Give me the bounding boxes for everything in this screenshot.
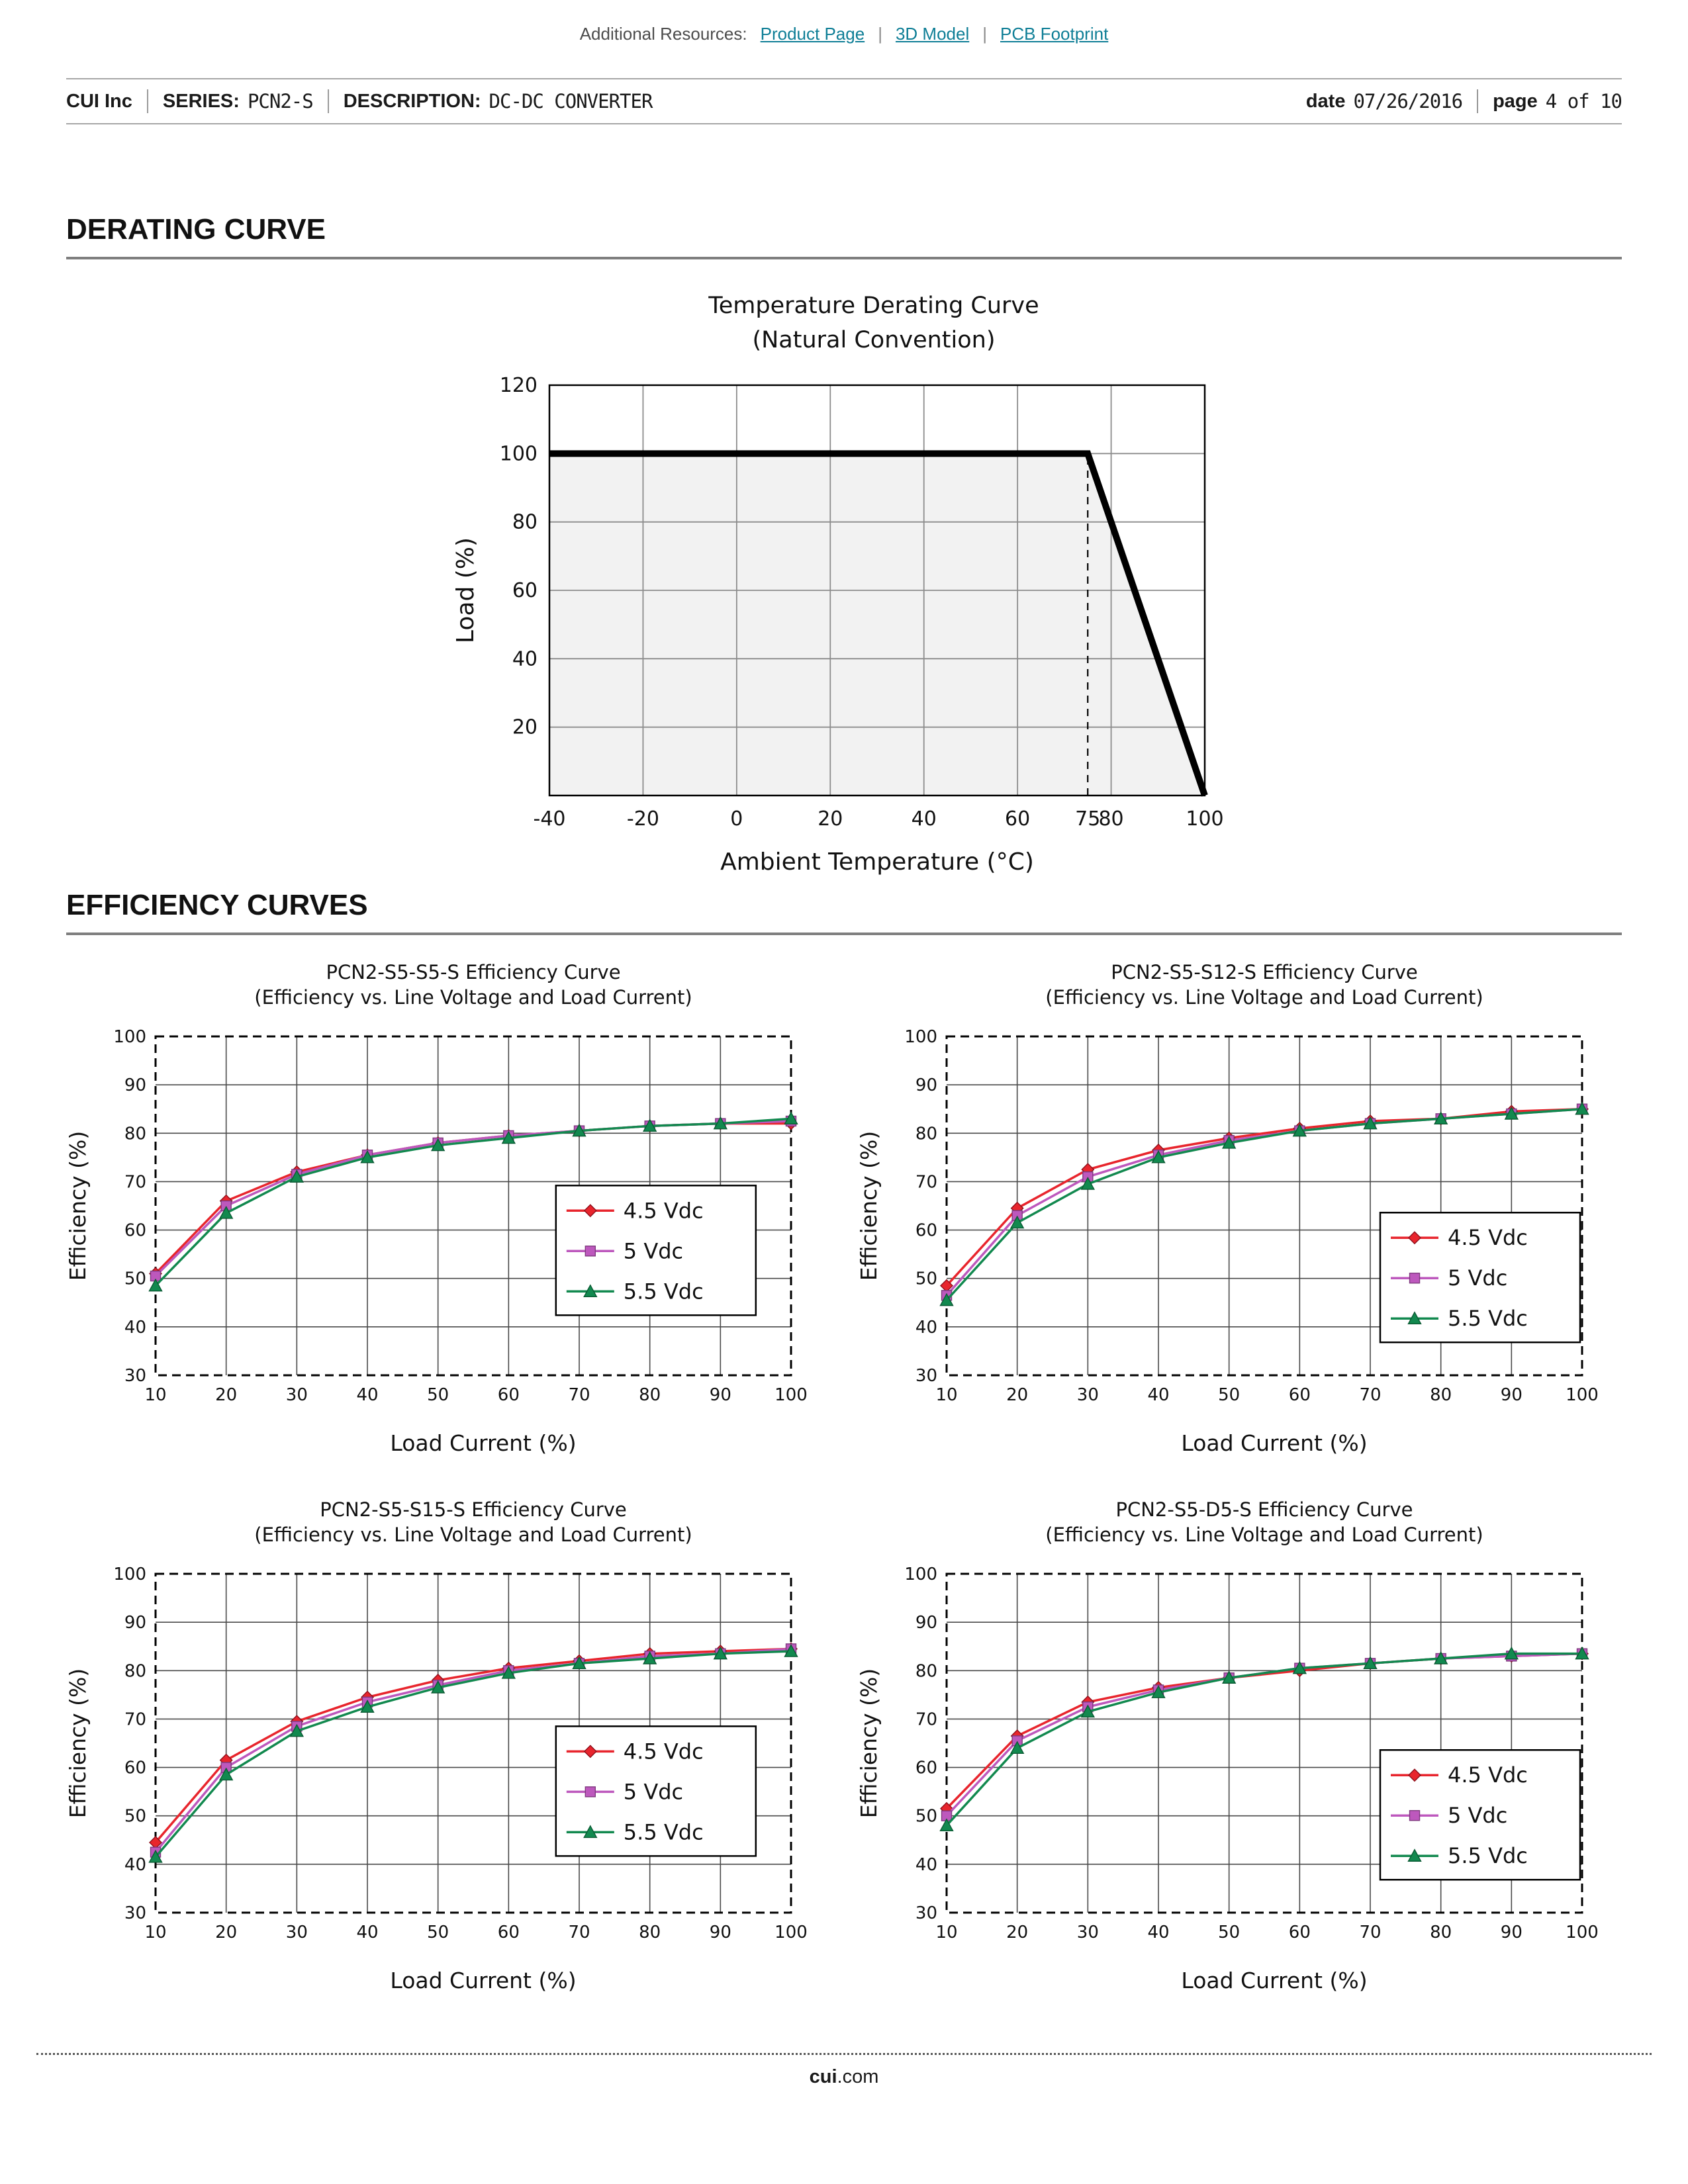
svg-text:20: 20 xyxy=(818,807,843,831)
y-axis-label: Efficiency (%) xyxy=(65,1130,91,1281)
svg-text:40: 40 xyxy=(512,647,538,671)
svg-text:90: 90 xyxy=(124,1613,146,1633)
footer-site-name: cui xyxy=(809,2066,837,2087)
footer-divider xyxy=(36,2053,1652,2055)
svg-text:5.5 Vdc: 5.5 Vdc xyxy=(623,1819,704,1845)
svg-text:70: 70 xyxy=(1359,1385,1382,1405)
legend xyxy=(556,1185,756,1315)
pcb-footprint-link[interactable]: PCB Footprint xyxy=(1000,24,1109,44)
svg-text:80: 80 xyxy=(639,1385,661,1405)
chart-subtitle: (Efficiency vs. Line Voltage and Load Current) xyxy=(254,1524,692,1546)
3d-model-link[interactable]: 3D Model xyxy=(895,24,970,44)
series-value: PCN2-S xyxy=(247,90,313,113)
svg-text:20: 20 xyxy=(1006,1923,1029,1942)
svg-text:70: 70 xyxy=(1359,1923,1382,1942)
svg-text:70: 70 xyxy=(915,1709,937,1730)
header-divider xyxy=(147,89,148,113)
legend xyxy=(1380,1750,1580,1880)
svg-text:40: 40 xyxy=(356,1923,379,1942)
efficiency-chart xyxy=(854,1565,1609,1945)
svg-text:100: 100 xyxy=(904,1565,937,1584)
document-header-bar xyxy=(66,78,1622,124)
header-divider xyxy=(328,89,329,113)
product-page-link[interactable]: Product Page xyxy=(760,24,865,44)
svg-text:50: 50 xyxy=(427,1385,449,1405)
company-name: CUI Inc xyxy=(66,90,132,112)
svg-text:4.5 Vdc: 4.5 Vdc xyxy=(623,1739,704,1764)
header-divider xyxy=(1477,89,1478,113)
link-separator: | xyxy=(878,24,882,44)
svg-text:80: 80 xyxy=(1430,1923,1452,1942)
svg-text:30: 30 xyxy=(915,1366,937,1386)
efficiency-chart-block-d5 xyxy=(854,1497,1635,1993)
svg-text:60: 60 xyxy=(1288,1385,1311,1405)
svg-text:40: 40 xyxy=(124,1854,146,1875)
svg-text:30: 30 xyxy=(124,1366,146,1386)
svg-text:80: 80 xyxy=(915,1661,937,1682)
svg-text:80: 80 xyxy=(915,1124,937,1144)
svg-text:70: 70 xyxy=(124,1172,146,1193)
date-value: 07/26/2016 xyxy=(1353,90,1463,113)
svg-text:100: 100 xyxy=(904,1027,937,1047)
svg-text:4.5 Vdc: 4.5 Vdc xyxy=(1448,1762,1528,1788)
svg-text:30: 30 xyxy=(285,1923,308,1942)
efficiency-section-heading: EFFICIENCY CURVES xyxy=(66,889,1622,935)
x-axis-label: Ambient Temperature (°C) xyxy=(720,848,1034,876)
legend xyxy=(556,1726,756,1856)
svg-text:40: 40 xyxy=(911,807,937,831)
svg-text:5.5 Vdc: 5.5 Vdc xyxy=(1448,1306,1528,1332)
svg-text:80: 80 xyxy=(639,1923,661,1942)
svg-text:40: 40 xyxy=(1147,1385,1170,1405)
page-value: 4 of 10 xyxy=(1545,90,1622,113)
derating-chart-title: Temperature Derating Curve xyxy=(708,293,1039,319)
efficiency-chart xyxy=(63,1027,818,1408)
svg-text:90: 90 xyxy=(915,1075,937,1096)
efficiency-chart xyxy=(63,1565,818,1945)
svg-text:90: 90 xyxy=(1500,1385,1523,1405)
svg-text:30: 30 xyxy=(915,1903,937,1923)
svg-text:5.5 Vdc: 5.5 Vdc xyxy=(623,1279,704,1304)
svg-text:5 Vdc: 5 Vdc xyxy=(623,1779,684,1805)
svg-text:60: 60 xyxy=(915,1758,937,1778)
svg-text:80: 80 xyxy=(124,1124,146,1144)
svg-text:40: 40 xyxy=(915,1854,937,1875)
svg-text:100: 100 xyxy=(1566,1923,1599,1942)
svg-text:100: 100 xyxy=(774,1385,808,1405)
svg-text:60: 60 xyxy=(124,1220,146,1241)
svg-text:5 Vdc: 5 Vdc xyxy=(1448,1265,1508,1291)
svg-text:80: 80 xyxy=(1430,1385,1452,1405)
description-label: DESCRIPTION: xyxy=(343,90,481,112)
chart-subtitle: (Efficiency vs. Line Voltage and Load Current) xyxy=(254,986,692,1009)
svg-text:40: 40 xyxy=(124,1317,146,1338)
x-axis-label: Load Current (%) xyxy=(390,1968,577,1993)
footer xyxy=(0,2066,1688,2088)
svg-text:50: 50 xyxy=(915,1269,937,1289)
svg-text:120: 120 xyxy=(499,374,538,397)
svg-text:60: 60 xyxy=(124,1758,146,1778)
svg-text:90: 90 xyxy=(124,1075,146,1096)
header-left-group xyxy=(66,89,652,113)
svg-text:90: 90 xyxy=(915,1613,937,1633)
x-axis-label: Load Current (%) xyxy=(390,1430,577,1456)
y-axis-label: Efficiency (%) xyxy=(856,1130,882,1281)
svg-text:90: 90 xyxy=(709,1923,731,1942)
svg-text:70: 70 xyxy=(124,1709,146,1730)
svg-text:30: 30 xyxy=(1076,1923,1099,1942)
footer-site-tld: .com xyxy=(837,2066,879,2087)
svg-text:60: 60 xyxy=(915,1220,937,1241)
page-label: page xyxy=(1493,90,1538,112)
svg-text:30: 30 xyxy=(285,1385,308,1405)
svg-text:90: 90 xyxy=(1500,1923,1523,1942)
svg-text:10: 10 xyxy=(935,1923,958,1942)
svg-text:100: 100 xyxy=(499,442,538,466)
svg-text:20: 20 xyxy=(215,1385,238,1405)
svg-text:20: 20 xyxy=(1006,1385,1029,1405)
legend xyxy=(1380,1212,1580,1342)
svg-text:70: 70 xyxy=(568,1923,590,1942)
chart-title: PCN2-S5-S12-S Efficiency Curve xyxy=(1111,961,1418,983)
svg-text:50: 50 xyxy=(1218,1385,1241,1405)
derating-chart-subtitle: (Natural Convention) xyxy=(752,327,996,353)
svg-text:90: 90 xyxy=(709,1385,731,1405)
svg-text:4.5 Vdc: 4.5 Vdc xyxy=(623,1198,704,1224)
chart-title: PCN2-S5-S15-S Efficiency Curve xyxy=(320,1498,627,1521)
svg-text:40: 40 xyxy=(915,1317,937,1338)
link-separator: | xyxy=(982,24,987,44)
svg-text:60: 60 xyxy=(512,579,538,602)
svg-text:100: 100 xyxy=(1566,1385,1599,1405)
date-label: date xyxy=(1305,90,1346,112)
svg-text:50: 50 xyxy=(1218,1923,1241,1942)
svg-text:5.5 Vdc: 5.5 Vdc xyxy=(1448,1843,1528,1869)
svg-text:75: 75 xyxy=(1075,807,1101,831)
svg-text:50: 50 xyxy=(124,1269,146,1289)
chart-subtitle: (Efficiency vs. Line Voltage and Load Current) xyxy=(1045,1524,1483,1546)
svg-text:60: 60 xyxy=(497,1923,520,1942)
svg-text:80: 80 xyxy=(512,510,538,534)
svg-text:60: 60 xyxy=(1005,807,1031,831)
svg-text:10: 10 xyxy=(935,1385,958,1405)
efficiency-chart-block-s15 xyxy=(63,1497,844,1993)
chart-title: PCN2-S5-D5-S Efficiency Curve xyxy=(1115,1498,1413,1521)
svg-text:100: 100 xyxy=(113,1027,146,1047)
chart-title: PCN2-S5-S5-S Efficiency Curve xyxy=(326,961,621,983)
svg-text:80: 80 xyxy=(1098,807,1124,831)
svg-text:10: 10 xyxy=(144,1923,167,1942)
svg-text:-20: -20 xyxy=(626,807,659,831)
svg-text:100: 100 xyxy=(774,1923,808,1942)
svg-text:100: 100 xyxy=(1186,807,1224,831)
svg-text:40: 40 xyxy=(356,1385,379,1405)
derating-chart xyxy=(410,359,1337,888)
svg-text:5 Vdc: 5 Vdc xyxy=(1448,1803,1508,1829)
resources-bar xyxy=(0,24,1688,44)
y-axis-label: Efficiency (%) xyxy=(856,1668,882,1819)
svg-text:100: 100 xyxy=(113,1565,146,1584)
svg-text:20: 20 xyxy=(215,1923,238,1942)
x-axis-label: Load Current (%) xyxy=(1181,1968,1368,1993)
y-axis-label: Efficiency (%) xyxy=(65,1668,91,1819)
svg-text:50: 50 xyxy=(427,1923,449,1942)
svg-text:80: 80 xyxy=(124,1661,146,1682)
svg-text:30: 30 xyxy=(124,1903,146,1923)
y-axis-label: Load (%) xyxy=(452,537,479,644)
svg-text:20: 20 xyxy=(512,715,538,739)
derating-section-heading: DERATING CURVE xyxy=(66,213,1622,259)
svg-text:60: 60 xyxy=(497,1385,520,1405)
svg-text:50: 50 xyxy=(915,1806,937,1827)
svg-text:70: 70 xyxy=(915,1172,937,1193)
efficiency-chart xyxy=(854,1027,1609,1408)
svg-text:-40: -40 xyxy=(533,807,566,831)
svg-text:0: 0 xyxy=(730,807,743,831)
svg-text:5 Vdc: 5 Vdc xyxy=(623,1238,684,1264)
svg-text:40: 40 xyxy=(1147,1923,1170,1942)
svg-text:50: 50 xyxy=(124,1806,146,1827)
resources-label: Additional Resources: xyxy=(579,24,747,44)
efficiency-chart-block-s5 xyxy=(63,960,844,1456)
svg-text:10: 10 xyxy=(144,1385,167,1405)
description-value: DC-DC CONVERTER xyxy=(489,90,653,113)
efficiency-chart-block-s12 xyxy=(854,960,1635,1456)
x-axis-label: Load Current (%) xyxy=(1181,1430,1368,1456)
chart-subtitle: (Efficiency vs. Line Voltage and Load Current) xyxy=(1045,986,1483,1009)
svg-text:30: 30 xyxy=(1076,1385,1099,1405)
header-right-group xyxy=(1306,89,1622,113)
svg-text:60: 60 xyxy=(1288,1923,1311,1942)
series-label: SERIES: xyxy=(162,90,240,112)
svg-text:70: 70 xyxy=(568,1385,590,1405)
svg-text:4.5 Vdc: 4.5 Vdc xyxy=(1448,1225,1528,1251)
